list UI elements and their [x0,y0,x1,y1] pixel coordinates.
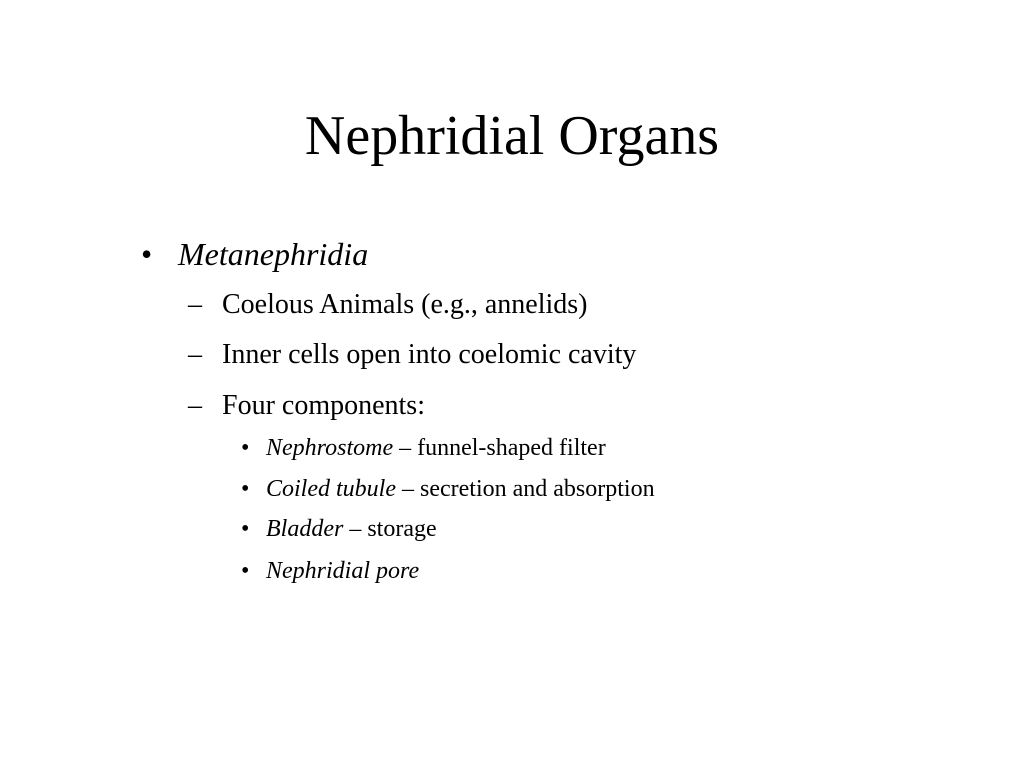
component-nephridial-pore [266,556,419,586]
component-bladder [266,514,437,544]
sub-bullet-coelous-animals: Coelous Animals (e.g., annelids) [222,289,588,320]
component-term: Nephridial pore [266,558,420,584]
small-bullet-marker: • [241,476,250,502]
component-nephrostome [266,433,606,463]
component-term: Nephrostome [266,435,394,461]
bullet-metanephridia: Metanephridia [178,236,369,272]
small-bullet-marker: • [241,435,250,461]
component-term: Bladder [266,516,344,542]
dash-marker: – [188,390,202,421]
component-term: Coiled tubule [266,476,396,502]
sub-bullet-inner-cells: Inner cells open into coelomic cavity [222,339,637,370]
dash-marker: – [188,339,202,370]
slide-title: Nephridial Organs [304,105,720,167]
component-coiled-tubule [266,474,655,504]
bullet-marker: • [141,236,153,272]
small-bullet-marker: • [241,516,250,542]
component-description: – secretion and absorption [395,476,655,502]
component-description: – storage [343,516,437,542]
component-description: – funnel-shaped filter [393,435,606,461]
dash-marker: – [188,289,202,320]
small-bullet-marker: • [241,558,250,584]
sub-bullet-four-components: Four components: [222,390,425,421]
